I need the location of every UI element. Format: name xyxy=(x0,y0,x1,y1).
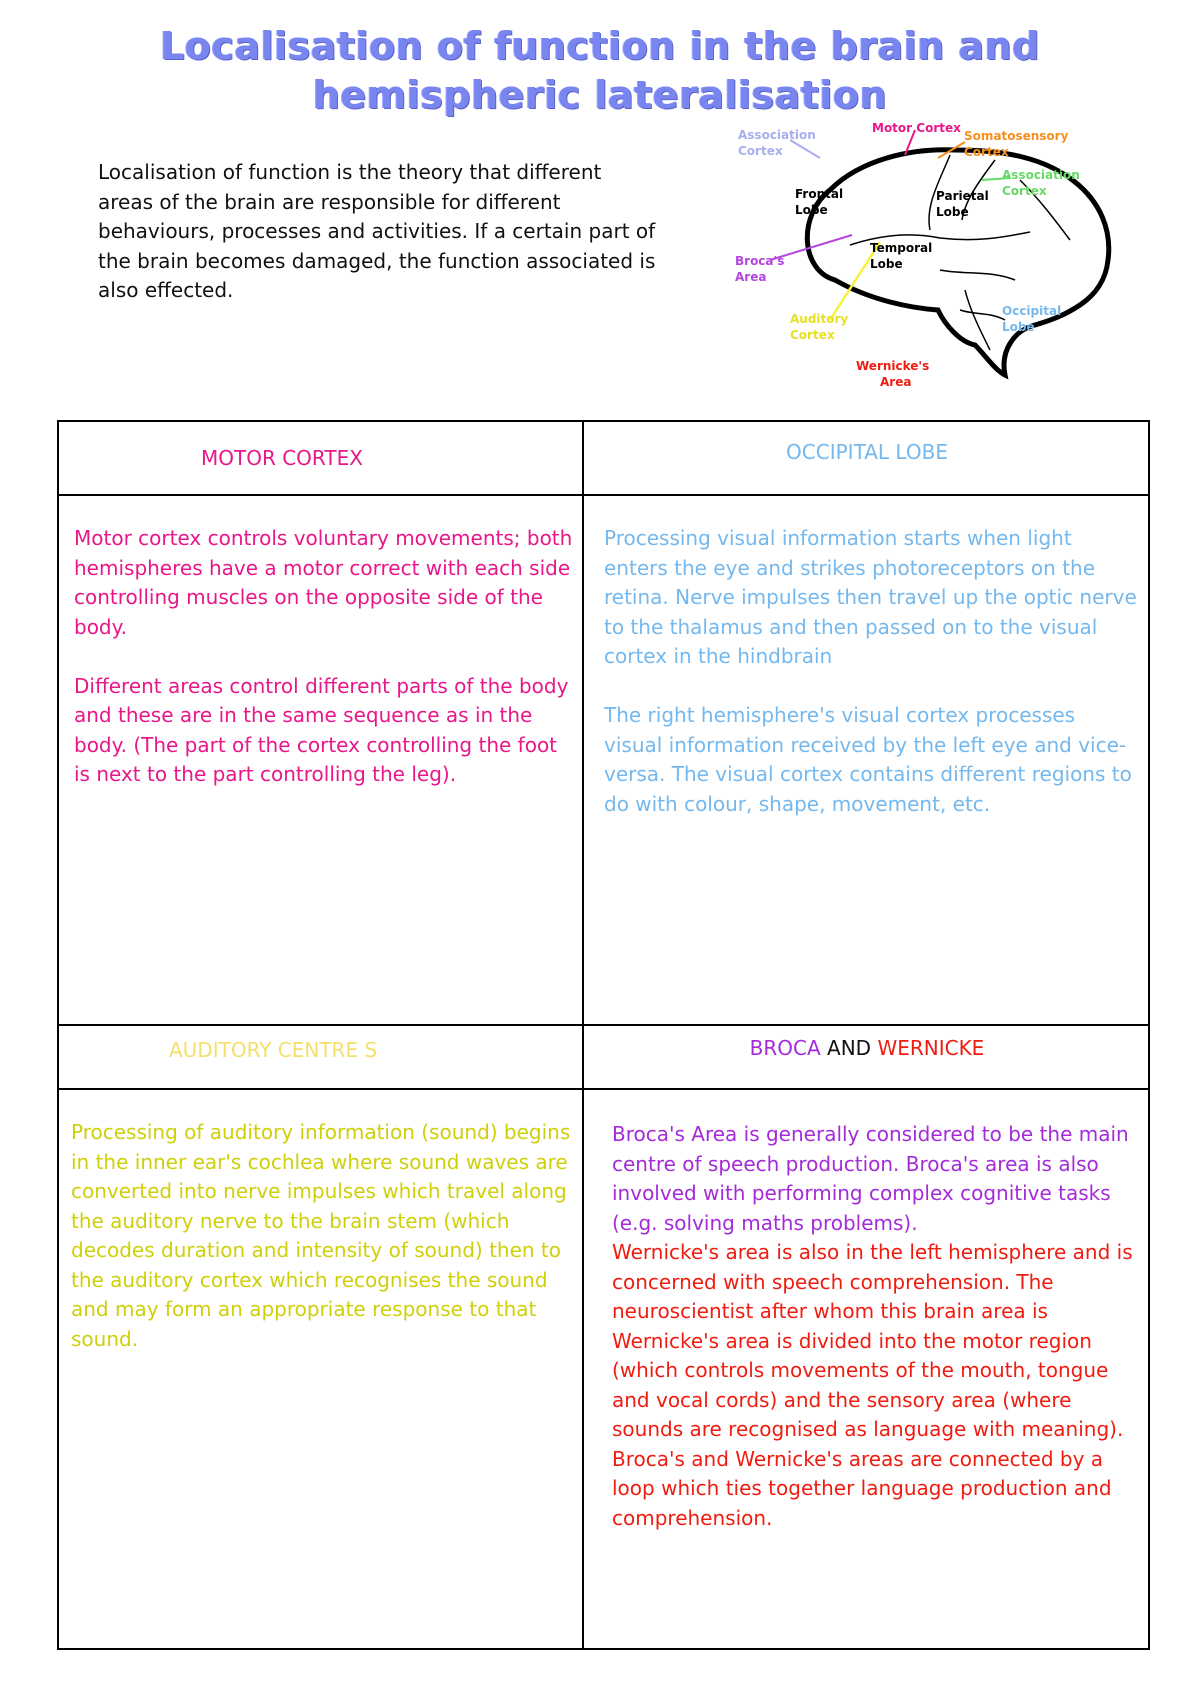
grid-divider-2 xyxy=(59,1024,1150,1026)
auditory-centres-p1: Processing of auditory information (sound) begins in the inner ear's cochlea where sound waves are converted into nerve impulses which travel along the auditory nerve to the brain stem (which decodes duration and intensity of sound) then to the auditory cortex which recognises the sound and may form an appropriate response to that sound. xyxy=(71,1120,571,1351)
label-occipital-1: Occipital xyxy=(1002,304,1062,318)
label-frontal-1: Frontal xyxy=(795,187,844,201)
label-occipital-2: Lobe xyxy=(1002,320,1035,334)
brain-outline xyxy=(807,150,1108,375)
intro-paragraph: Localisation of function is the theory that different areas of the brain are responsible for different behaviours, processes and activities. If a certain part of the brain becomes damaged, the function associated is also effected. xyxy=(98,160,656,302)
title-line-1: Localisation of function in the brain and xyxy=(160,24,1040,68)
label-auditory-1: Auditory xyxy=(790,312,849,326)
label-parietal-2: Lobe xyxy=(936,205,969,219)
grid-divider-3 xyxy=(59,1088,1150,1090)
label-brocas-1: Broca's xyxy=(735,254,785,268)
label-association-left-2: Cortex xyxy=(738,144,783,158)
cerebellum-line xyxy=(960,310,1005,320)
association-left-pointer xyxy=(790,140,820,158)
motor-cortex-p2: Different areas control different parts of the body and these are in the same sequence as in the body. (The part of the cortex controlling the foot is next to the part controlling the leg). xyxy=(74,673,569,786)
label-somatosensory-2: Cortex xyxy=(964,145,1009,159)
wernicke-paragraph: Wernicke's area is also in the left hemisphere and is concerned with speech comprehension. The neuroscientist after whom this brain area is Wernicke's area is divided into the motor region (which controls movements of the mouth, tongue and vocal cords) and the sensory area (where sounds are recognised as language with meaning). xyxy=(612,1240,1133,1441)
label-association-right-1: Association xyxy=(1002,168,1080,182)
occipital-lobe-p2: The right hemisphere's visual cortex processes visual information received by the left eye and vice-versa. The visual cortex contains different regions to do with colour, shape, movement, etc. xyxy=(604,703,1132,816)
broca-wernicke-heading xyxy=(584,1036,1150,1060)
label-wernickes-1: Wernicke's xyxy=(856,359,930,373)
broca-paragraph: Broca's Area is generally considered to be the main centre of speech production. Broca's area is also involved with performing complex cognitive tasks (e.g. solving maths problems). xyxy=(612,1122,1129,1235)
label-temporal-1: Temporal xyxy=(870,241,933,255)
title-line-2: hemispheric lateralisation xyxy=(312,73,888,117)
auditory-centres-body xyxy=(71,1118,571,1354)
label-parietal-1: Parietal xyxy=(936,189,989,203)
sulcus-4 xyxy=(940,270,1015,280)
broca-wernicke-body xyxy=(612,1120,1142,1533)
label-motor: Motor Cortex xyxy=(872,121,961,135)
label-auditory-2: Cortex xyxy=(790,328,835,342)
motor-cortex-heading: MOTOR CORTEX xyxy=(201,446,363,470)
heading-broca: BROCA xyxy=(749,1036,821,1060)
label-association-right-2: Cortex xyxy=(1002,184,1047,198)
grid-divider-1 xyxy=(59,494,1150,496)
motor-cortex-body xyxy=(74,524,574,790)
label-brocas-2: Area xyxy=(735,270,767,284)
heading-wernicke: WERNICKE xyxy=(877,1036,985,1060)
auditory-centres-heading: AUDITORY CENTRE S xyxy=(169,1038,378,1062)
label-frontal-2: Lobe xyxy=(795,203,828,217)
label-wernickes-2: Area xyxy=(880,375,912,389)
label-association-left-1: Association xyxy=(738,128,816,142)
label-temporal-2: Lobe xyxy=(870,257,903,271)
occipital-lobe-body xyxy=(604,524,1139,819)
occipital-lobe-p1: Processing visual information starts when light enters the eye and strikes photoreceptors on the retina. Nerve impulses then travel up the optic nerve to the thalamus and then passed on to the visual cortex in the hindbrain xyxy=(604,526,1137,668)
loop-paragraph: Broca's and Wernicke's areas are connected by a loop which ties together language production and comprehension. xyxy=(612,1446,1112,1530)
info-grid xyxy=(57,420,1150,1650)
motor-cortex-p1: Motor cortex controls voluntary movements; both hemispheres have a motor correct with each side controlling muscles on the opposite side of the body. xyxy=(74,526,573,639)
page-title xyxy=(150,22,1050,120)
occipital-lobe-heading: OCCIPITAL LOBE xyxy=(786,440,948,464)
brain-diagram xyxy=(735,120,1170,410)
heading-and: AND xyxy=(820,1036,878,1060)
label-somatosensory-1: Somatosensory xyxy=(964,129,1069,143)
